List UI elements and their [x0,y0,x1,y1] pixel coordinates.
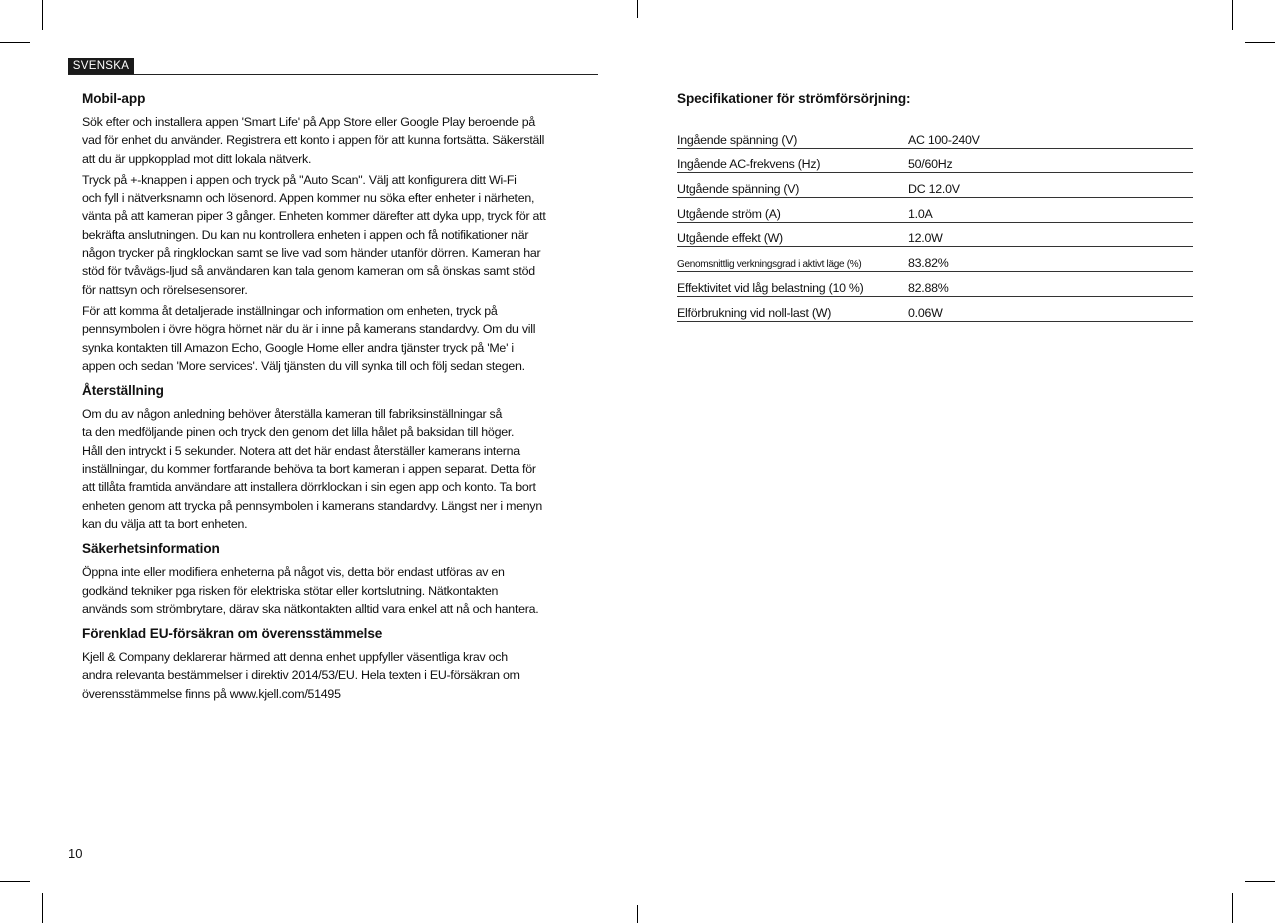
spec-label: Utgående effekt (W) [677,222,908,247]
paragraph: Tryck på +-knappen i appen och tryck på "Auto Scan". Välj att konfigurera ditt Wi-Fi och fyll i nätverksnamn och lösenord. Appen kommer nu söka efter enheter i närheten, vänta på att kameran piper 3 gånger. Enheten kommer därefter att dyka upp, tryck för att bekräfta anslutningen. Du kan nu kontrollera enheten i appen och få notifikationer när någon trycker på ringklockan samt se live vad som händer utanför dörren. Kameran har stöd för tvåvägs-ljud så användaren kan tala genom kameran om så önskas samt stöd för nattsyn och rörelsesensorer. [82,172,546,297]
spec-label: Genomsnittlig verkningsgrad i aktivt läge (%) [677,247,908,272]
table-row [677,148,1193,173]
crop-mark [637,905,638,923]
section-eu-declaration [82,625,602,703]
section-safety [82,540,602,618]
table-row [677,222,1193,247]
section-reset [82,382,602,533]
spec-value: 12.0W [908,222,1193,247]
section-mobile-app [82,90,602,375]
spec-value: 0.06W [908,296,1193,321]
spec-label: Elförbrukning vid noll-last (W) [677,296,908,321]
spec-label: Ingående AC-frekvens (Hz) [677,148,908,173]
crop-mark [1232,893,1233,923]
spec-value: AC 100-240V [908,124,1193,148]
spec-table [677,124,1193,322]
table-row [677,296,1193,321]
crop-mark [1245,42,1275,43]
section-heading: Säkerhetsinformation [82,541,220,557]
crop-mark [0,42,30,43]
table-row [677,173,1193,198]
spec-value: DC 12.0V [908,173,1193,198]
spec-value: 83.82% [908,247,1193,272]
spec-label: Effektivitet vid låg belastning (10 %) [677,272,908,297]
paragraph: Om du av någon anledning behöver återställa kameran till fabriksinställningar så ta den medföljande pinen och tryck den genom det lilla hålet på baksidan till höger. Håll den intryckt i 5 sekunder. Notera att det här endast återställer kamerans interna inställningar, du kommer fortfarande behöva ta bort kameran i appen separat. Detta för att tillåta framtida användare att installera dörrklockan i sin egen app och konto. Ta bort enheten genom att trycka på pennsymbolen i kamerans standardvy. Längst ner i menyn kan du välja att ta bort enheten. [82,407,543,531]
section-heading: Mobil-app [82,91,146,106]
crop-mark [1232,0,1233,30]
spec-value: 82.88% [908,272,1193,297]
manual-text-column [82,90,602,710]
spec-title: Specifikationer för strömförsörjning: [677,91,911,106]
crop-mark [42,0,43,30]
table-row [677,272,1193,297]
spec-value: 50/60Hz [908,148,1193,173]
header-divider [68,74,598,75]
page-number: 10 [68,846,83,861]
spec-label: Utgående spänning (V) [677,173,908,198]
section-heading: Återställning [82,383,164,399]
crop-mark [0,881,30,882]
paragraph: Öppna inte eller modifiera enheterna på något vis, detta bör endast utföras av en godkänd tekniker pga risken för elektriska stötar eller kortslutning. Nätkontakten används som strömbrytare, därav ska nätkontakten alltid vara enkel att nå och hantera. [82,565,539,616]
language-tag: SVENSKA [68,58,134,74]
spec-label: Ingående spänning (V) [677,124,908,148]
spec-value: 1.0A [908,198,1193,223]
table-row [677,198,1193,223]
crop-mark [1245,881,1275,882]
table-row [677,247,1193,272]
paragraph: Kjell & Company deklarerar härmed att denna enhet uppfyller väsentliga krav och andra relevanta bestämmelser i direktiv 2014/53/EU. Hela texten i EU-försäkran om överensstämmelse finns på www.kjell.com/51495 [82,650,520,701]
spec-label: Utgående ström (A) [677,198,908,223]
section-heading: Förenklad EU-försäkran om överensstämmelse [82,626,383,642]
table-row [677,124,1193,148]
paragraph: Sök efter och installera appen 'Smart Life' på App Store eller Google Play beroende på vad för enhet du använder. Registrera ett konto i appen för att kunna fortsätta. Säkerställ att du är uppkopplad mot ditt lokala nätverk. [82,115,545,166]
crop-mark [42,893,43,923]
paragraph: För att komma åt detaljerade inställningar och information om enheten, tryck på pennsymbolen i övre högra hörnet när du är i inne på kamerans standardvy. Om du vill synka kontakten till Amazon Echo, Google Home eller andra tjänster tryck på 'Me' i appen och sedan 'More services'. Välj tjänsten du vill synka till och följ sedan stegen. [82,303,536,373]
crop-mark [637,0,638,18]
